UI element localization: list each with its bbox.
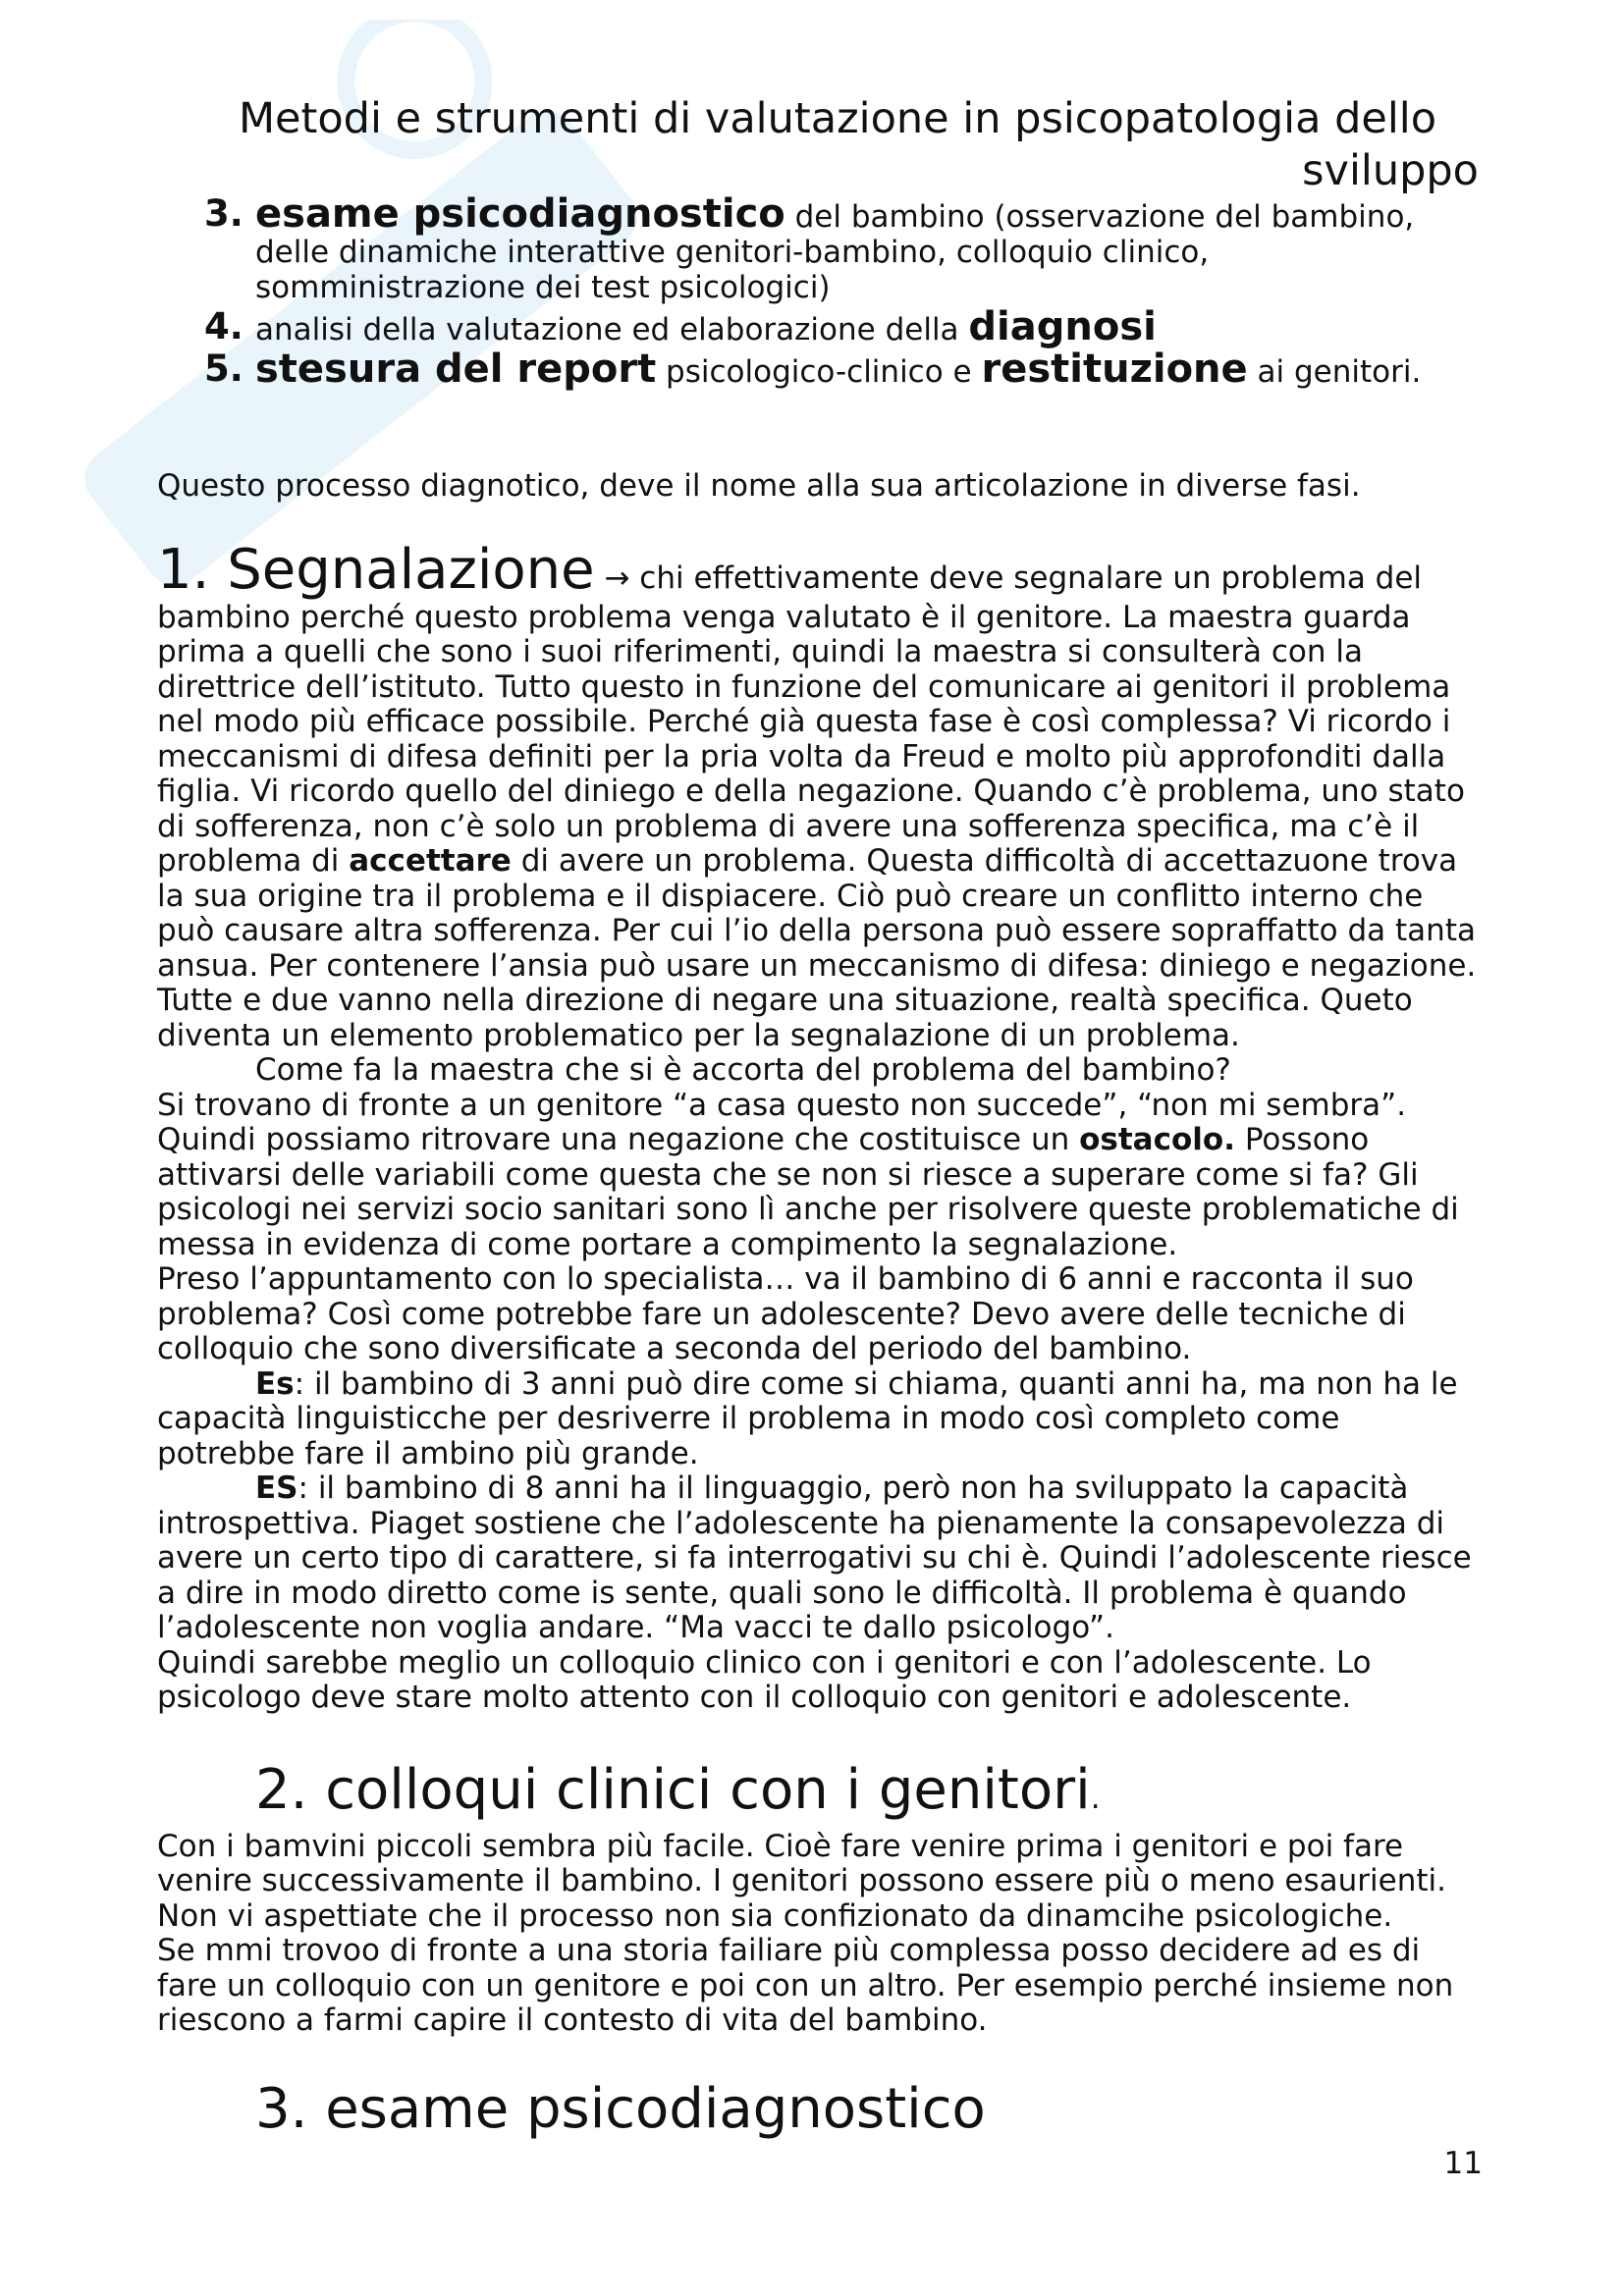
bold-accettare: accettare [349,843,512,879]
step-bold: stesura del report [255,347,657,392]
example-label: Es [255,1365,295,1402]
example-text: : il bambino di 8 anni ha il linguaggio, però non ha sviluppato la capacità introspettiva. Piaget sostiene che l’adolescente ha pienamente la consapevolezza di avere un certo tipo di carattere, si fa interrogativi su chi è. Quindi l’adolescente riesce a dire in modo diretto come is sente, quali sono le difficoltà. Il problema è quando l’adolescente non voglia andare. “Ma vacci te dallo psicologo”. [157,1470,1472,1645]
page-header [196,93,1479,197]
heading-dot: . [1090,1780,1101,1816]
genitore-text-cont: Possono attivarsi delle variabili come questa che se non si riesce a superare come si fa? Gli psicologi nei servizi socio sanitari sono lì anche per risolvere queste problematiche di messa in evidenza di come portare a compimento la segnalazione. [157,1122,1459,1262]
colloqui-paragraph-2: Se mmi trovoo di fronte a una storia failiare più complessa posso decidere ad es di fare un colloquio con un genitore e poi con un altro. Per esempio perché insieme non riescono a farmi capire il contesto di vita del bambino. [157,1933,1454,2038]
list-item [196,304,1483,349]
list-item [196,191,1483,305]
step-number: 4. [204,305,243,347]
header-title: Metodi e strumenti di valutazione in psicopatologia dello sviluppo [238,94,1479,195]
step-bold: diagnosi [968,304,1157,349]
step-number: 3. [204,192,243,235]
step-text: del bambino (osservazione del bambino, delle dinamiche interattive genitori-bambino, colloquio clinico, somministrazione dei test psicologici) [255,199,1415,305]
step-text-end: ai genitori. [1247,354,1422,390]
colloqui-paragraph-1: Con i bamvini piccoli sembra più facile. Cioè fare venire prima i genitori e poi fare venire successivamente il bambino. I genitori possono essere più o meno esaurienti. Non vi aspettiate che il processo non sia confizionato da dinamcihe psicologiche. [157,1828,1446,1934]
step-text: psicologico-clinico e [656,354,982,390]
maestra-question: Come fa la maestra che si è accorta del problema del bambino? [255,1052,1231,1088]
bold-ostacolo: ostacolo. [1079,1122,1235,1157]
page-number: 11 [1443,2146,1483,2181]
example-label: ES [255,1470,298,1506]
step-number: 5. [204,347,243,390]
intro-paragraph: Questo processo diagnotico, deve il nome alla sua articolazione in diverse fasi. [157,468,1361,504]
section-segnalazione [157,537,1483,1054]
step-text: analisi della valutazione ed elaborazione della [255,312,969,347]
segnalazione-text: → chi effettivamente deve segnalare un problema del bambino perché questo problema venga valutato è il genitore. La maestra guarda prima a quelli che sono i suoi riferimenti, quindi la maestra si consulterà con la direttrice dell’istituto. Tutto questo in funzione del comunicare ai genitori il problema nel modo più efficace possibile. Perché già questa fase è così complessa? Vi ricordo i meccanismi di difesa definiti per la pria volta da Freud e molto più approfonditi dalla figlia. Vi ricordo quello del diniego e della negazione. Quando c’è problema, uno stato di sofferenza, non c’è solo un problema di avere una sofferenza specifica, ma c’è il problema di [157,560,1465,879]
example-text: : il bambino di 3 anni può dire come si chiama, quanti anni ha, ma non ha le capacità linguisticche per desriverre il problema in modo così completo come potrebbe fare il ambino più grande. [157,1365,1458,1471]
appuntamento-paragraph: Preso l’appuntamento con lo specialista… va il bambino di 6 anni e racconta il suo problema? Così come potrebbe fare un adolescente? Devo avere delle tecniche di colloquio che sono diversificate a seconda del periodo del bambino. [157,1261,1414,1366]
step-bold-2: restituzione [981,347,1248,392]
section-heading-esame: 3. esame psicodiagnostico [255,2076,986,2141]
step-bold: esame psicodiagnostico [255,191,785,237]
list-item [196,347,1483,392]
steps-list [196,191,1483,394]
section-heading-segnalazione: 1. Segnalazione [157,537,595,602]
heading-text: 2. colloqui clinici con i genitori [255,1757,1091,1822]
example-1 [157,1367,1483,1472]
conclusione-paragraph: Quindi sarebbe meglio un colloquio clinico con i genitori e con l’adolescente. Lo psicologo deve stare molto attento con il colloquio con genitori e adolescente. [157,1644,1372,1715]
genitore-text: Si trovano di fronte a un genitore “a casa questo non succede”, “non mi sembra”. Quindi possiamo ritrovare una negazione che costituisce un [157,1087,1407,1157]
segnalazione-text-cont: di avere un problema. Questa difficoltà di accettazuone trova la sua origine tra il problema e il dispiacere. Ciò può creare un conflitto interno che può causare altra sofferenza. Per cui l’io della persona può essere sopraffatto da tanta ansua. Per contenere l’ansia può usare un meccanismo di difesa: diniego e negazione. Tutte e due vanno nella direzione di negare una situazione, realtà specifica. Queto diventa un elemento problematico per la segnalazione di un problema. [157,843,1477,1053]
section-heading-colloqui [157,1759,1483,1830]
example-2 [157,1471,1483,1646]
body-content [157,469,1483,2141]
genitore-paragraph [157,1089,1483,1263]
